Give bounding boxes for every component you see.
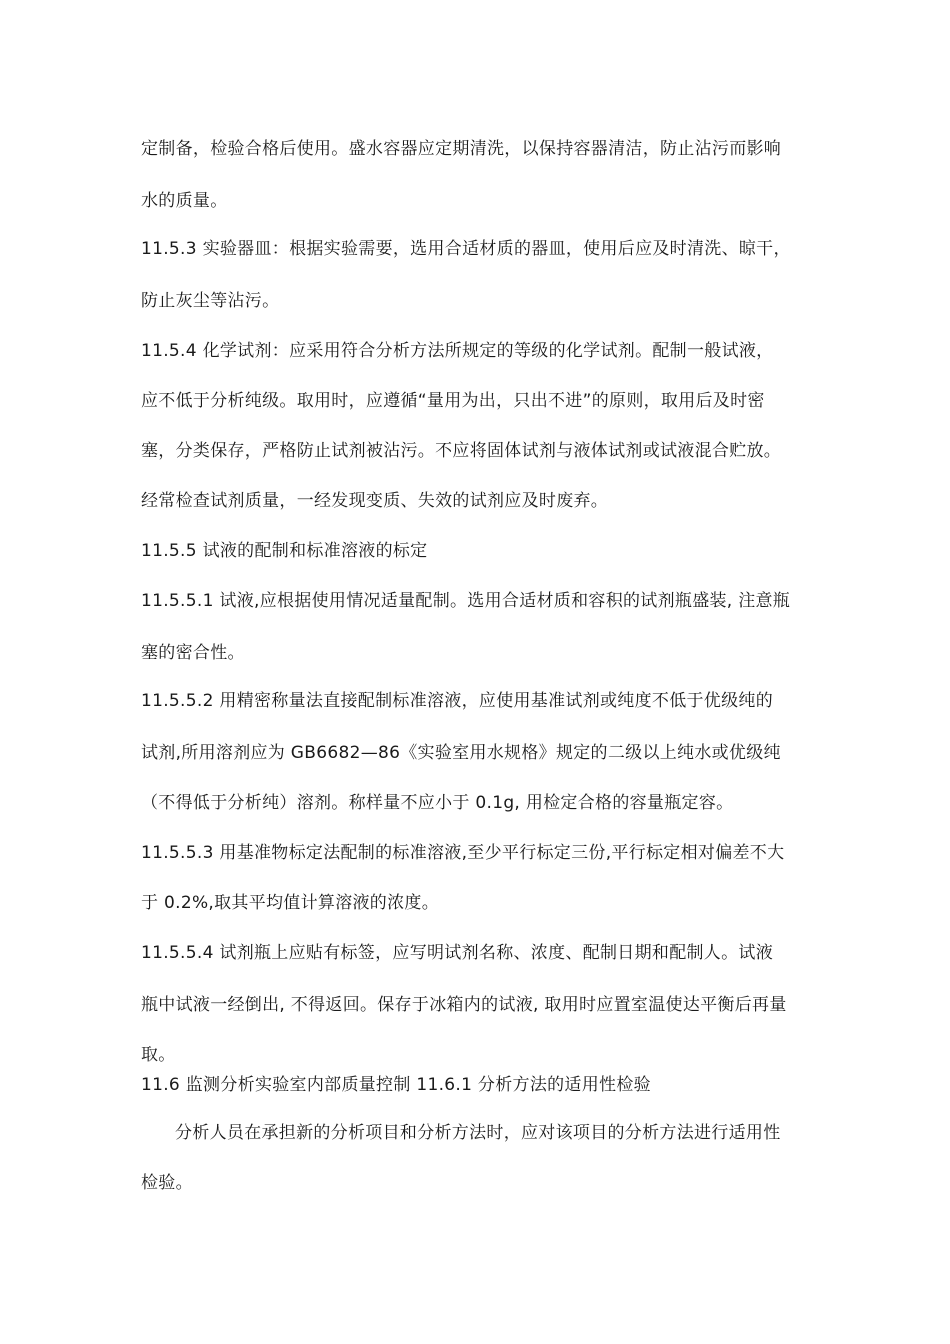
section-heading: 11.6 监测分析实验室内部质量控制 11.6.1 分析方法的适用性检验 — [141, 1075, 651, 1095]
text-line: 于 0.2%,取其平均值计算溶液的浓度。 — [141, 893, 439, 913]
text-line: 瓶中试液一经倒出, 不得返回。保存于冰箱内的试液, 取用时应置室温使达平衡后再量 — [141, 995, 787, 1015]
text-line: 11.5.5.2 用精密称量法直接配制标准溶液，应使用基准试剂或纯度不低于优级纯的 — [141, 691, 773, 711]
text-line: 防止灰尘等沾污。 — [141, 291, 280, 311]
text-line: 11.5.5.1 试液,应根据使用情况适量配制。选用合适材质和容积的试剂瓶盛装, 注意瓶 — [141, 591, 791, 611]
text-line: 应不低于分析纯级。取用时，应遵循“量用为出，只出不进”的原则，取用后及时密 — [141, 391, 765, 411]
text-line: 塞，分类保存，严格防止试剂被沾污。不应将固体试剂与液体试剂或试液混合贮放。 — [141, 441, 782, 461]
text-line: 11.5.5.3 用基准物标定法配制的标准溶液,至少平行标定三份,平行标定相对偏差不大 — [141, 843, 785, 863]
text-line: 11.5.4 化学试剂：应采用符合分析方法所规定的等级的化学试剂。配制一般试液， — [141, 341, 774, 361]
section-heading: 11.5.5 试液的配制和标准溶液的标定 — [141, 541, 428, 561]
text-line: （不得低于分析纯）溶剂。称样量不应小于 0.1g, 用检定合格的容量瓶定容。 — [141, 793, 734, 813]
text-line: 试剂,所用溶剂应为 GB6682—86《实验室用水规格》规定的二级以上纯水或优级纯 — [141, 743, 781, 763]
text-line: 定制备，检验合格后使用。盛水容器应定期清洗，以保持容器清洁，防止沾污而影响 — [141, 139, 782, 159]
text-line: 塞的密合性。 — [141, 643, 245, 663]
text-line: 取。 — [141, 1045, 176, 1065]
text-line: 水的质量。 — [141, 191, 228, 211]
text-line: 经常检查试剂质量，一经发现变质、失效的试剂应及时废弃。 — [141, 491, 609, 511]
text-line: 分析人员在承担新的分析项目和分析方法时，应对该项目的分析方法进行适用性 — [175, 1123, 781, 1143]
text-line: 11.5.3 实验器皿：根据实验需要，选用合适材质的器皿，使用后应及时清洗、晾干， — [141, 239, 791, 259]
text-line: 检验。 — [141, 1173, 193, 1193]
text-line: 11.5.5.4 试剂瓶上应贴有标签，应写明试剂名称、浓度、配制日期和配制人。试液 — [141, 943, 773, 963]
